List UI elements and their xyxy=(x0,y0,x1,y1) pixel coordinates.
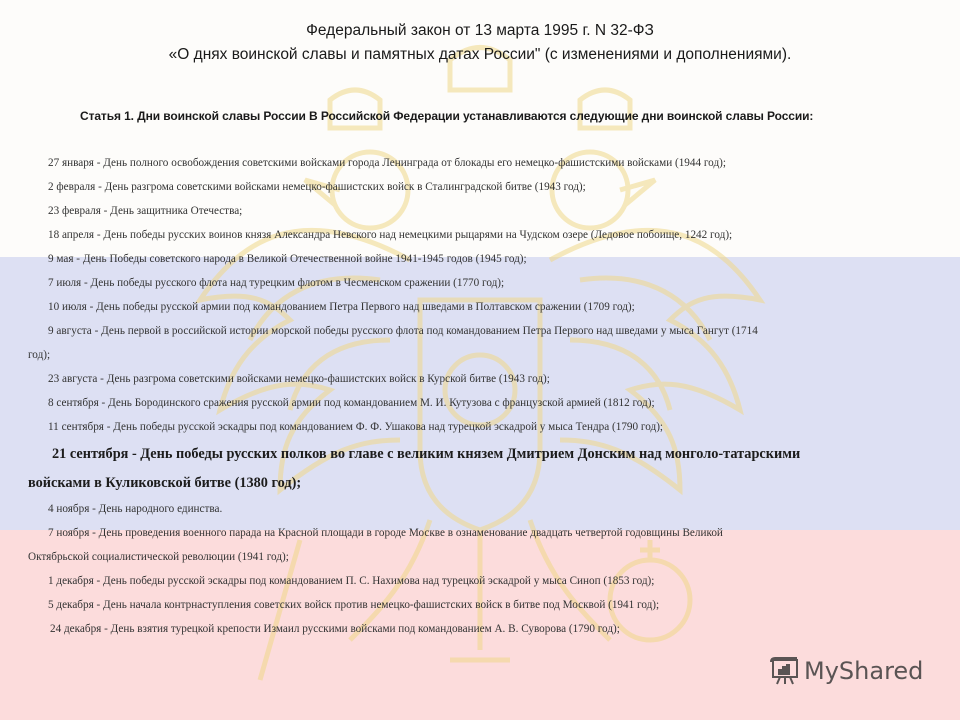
list-item: 2 февраля - День разгрома советскими войсками немецко-фашистских войск в Сталинградской битве (1943 год); xyxy=(48,181,586,193)
list-item: 18 апреля - День победы русских воинов князя Александра Невского над немецкими рыцарями на Чудском озере (Ледовое побоище, 1242 год); xyxy=(48,229,733,241)
presentation-board-icon xyxy=(768,655,800,687)
law-subtitle: «О днях воинской славы и памятных датах России" (с изменениями и дополнениями). xyxy=(168,46,792,63)
list-item: 5 декабря - День начала контрнаступления советских войск против немецко-фашистских войск в битве под Москвой (1941 год); xyxy=(48,599,660,611)
list-item: 9 мая - День Победы советского народа в Великой Отечественной войне 1941-1945 годов (1945 год); xyxy=(48,253,527,265)
list-item: 23 августа - День разгрома советскими войсками немецко-фашистских войск в Курской битве (1943 год); xyxy=(48,373,550,385)
law-title: Федеральный закон от 13 марта 1995 г. N 32-ФЗ xyxy=(306,22,654,39)
list-item: 8 сентября - День Бородинского сражения русской армии под командованием М. И. Кутузова с французской армией (1812 год); xyxy=(48,397,655,409)
list-item: 1 декабря - День победы русской эскадры под командованием П. С. Нахимова над турецкой эскадрой у мыса Синоп (1853 год); xyxy=(48,575,655,587)
list-item: 7 ноября - День проведения военного парада на Красной площади в городе Москве в ознаменование двадцать четвертой годовщины Великой xyxy=(48,527,723,539)
highlighted-list-item-continuation: войсками в Куликовской битве (1380 год); xyxy=(28,475,302,491)
list-item: 24 декабря - День взятия турецкой крепости Измаил русскими войсками под командованием А. В. Суворова (1790 год); xyxy=(50,623,620,635)
list-item-continuation: Октябрьской социалистической революции (1941 год); xyxy=(28,551,289,563)
list-item: 9 августа - День первой в российской истории морской победы русского флота под командованием Петра Первого над шведами у мыса Гангут (1714 xyxy=(48,325,758,337)
myshared-watermark[interactable] xyxy=(768,655,923,687)
list-item: 23 февраля - День защитника Отечества; xyxy=(48,205,243,217)
list-item: 27 января - День полного освобождения советскими войсками города Ленинграда от блокады его немецко-фашистскими войсками (1944 год); xyxy=(48,157,726,169)
list-item: 4 ноября - День народного единства. xyxy=(48,503,223,515)
watermark-text: MyShared xyxy=(804,657,924,685)
list-item: 10 июля - День победы русской армии под командованием Петра Первого над шведами в Полтавском сражении (1709 год); xyxy=(48,301,635,313)
list-item-continuation: год); xyxy=(28,349,51,361)
list-item: 11 сентября - День победы русской эскадры под командованием Ф. Ф. Ушакова над турецкой эскадрой у мыса Тендра (1790 год); xyxy=(48,421,664,433)
list-item: 7 июля - День победы русского флота над турецким флотом в Чесменском сражении (1770 год); xyxy=(48,277,505,289)
article-heading: Статья 1. Дни воинской славы России В Российской Федерации устанавливаются следующие дни воинской славы России: xyxy=(80,109,814,123)
highlighted-list-item: 21 сентября - День победы русских полков во главе с великим князем Дмитрием Донским над монголо-татарскими xyxy=(52,446,801,462)
